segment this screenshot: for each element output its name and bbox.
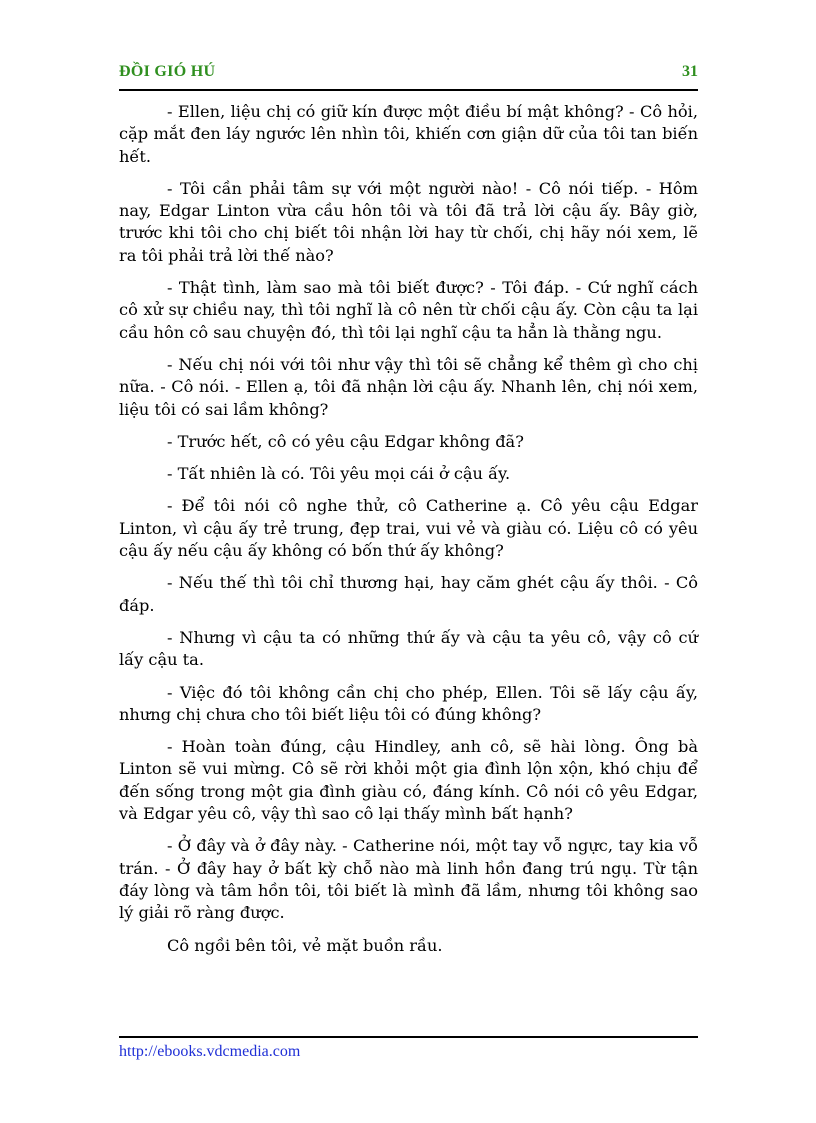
book-title: ĐỒI GIÓ HÚ	[119, 63, 216, 80]
page-number: 31	[682, 63, 698, 80]
footer-divider	[119, 1036, 698, 1038]
page-header	[119, 63, 698, 91]
paragraph-2: - Tôi cần phải tâm sự với một người nào! - Cô nói tiếp. - Hôm nay, Edgar Linton vừa cầu hôn tôi và tôi đã trả lời cậu ấy. Bây giờ, trước khi tôi cho chị biết tôi nhận lời hay từ chối, chị hãy nói xem, lẽ ra tôi phải trả lời thế nào?	[119, 178, 698, 265]
paragraph-7: - Để tôi nói cô nghe thử, cô Catherine ạ. Cô yêu cậu Edgar Linton, vì cậu ấy trẻ trung, đẹp trai, vui vẻ và giàu có. Liệu cô có yêu cậu ấy nếu cậu ấy không có bốn thứ ấy không?	[119, 496, 698, 561]
page-body	[119, 101, 698, 967]
paragraph-5: - Trước hết, cô có yêu cậu Edgar không đã?	[167, 431, 524, 451]
footer-website-link[interactable]: http://ebooks.vdcmedia.com	[119, 1043, 301, 1060]
paragraph-11: - Hoàn toàn đúng, cậu Hindley, anh cô, sẽ hài lòng. Ông bà Linton sẽ vui mừng. Cô sẽ rời khỏi một gia đình lộn xộn, khó chịu để đến sống trong một gia đình giàu có, đáng kính. Cô nói cô yêu Edgar, và Edgar yêu cô, vậy thì sao cô lại thấy mình bất hạnh?	[119, 737, 698, 824]
paragraph-1: - Ellen, liệu chị có giữ kín được một điều bí mật không? - Cô hỏi, cặp mắt đen láy ngước lên nhìn tôi, khiến cơn giận dữ của tôi tan biến hết.	[119, 102, 698, 166]
paragraph-13: Cô ngồi bên tôi, vẻ mặt buồn rầu.	[167, 935, 443, 955]
paragraph-9: - Nhưng vì cậu ta có những thứ ấy và cậu ta yêu cô, vậy cô cứ lấy cậu ta.	[119, 627, 698, 670]
paragraph-10: - Việc đó tôi không cần chị cho phép, Ellen. Tôi sẽ lấy cậu ấy, nhưng chị chưa cho tôi biết liệu tôi có đúng không?	[119, 682, 698, 724]
paragraph-8: - Nếu thế thì tôi chỉ thương hại, hay căm ghét cậu ấy thôi. - Cô đáp.	[119, 573, 698, 615]
paragraph-6: - Tất nhiên là có. Tôi yêu mọi cái ở cậu ấy.	[167, 464, 511, 484]
paragraph-3: - Thật tình, làm sao mà tôi biết được? - Tôi đáp. - Cứ nghĩ cách cô xử sự chiều nay, thì tôi nghĩ là cô nên từ chối cậu ấy. Còn cậu ta lại cầu hôn cô sau chuyện đó, thì tôi lại nghĩ cậu ta hẳn là thằng ngu.	[119, 278, 698, 342]
paragraph-4: - Nếu chị nói với tôi như vậy thì tôi sẽ chẳng kể thêm gì cho chị nữa. - Cô nói. - Ellen ạ, tôi đã nhận lời cậu ấy. Nhanh lên, chị nói xem, liệu tôi có sai lầm không?	[119, 354, 698, 419]
paragraph-12: - Ở đây và ở đây này. - Catherine nói, một tay vỗ ngực, tay kia vỗ trán. - Ở đây hay ở bất kỳ chỗ nào mà linh hồn đang trú ngụ. Từ tận đáy lòng và tâm hồn tôi, tôi biết là mình đã lầm, nhưng tôi không sao lý giải rõ ràng được.	[119, 836, 698, 923]
